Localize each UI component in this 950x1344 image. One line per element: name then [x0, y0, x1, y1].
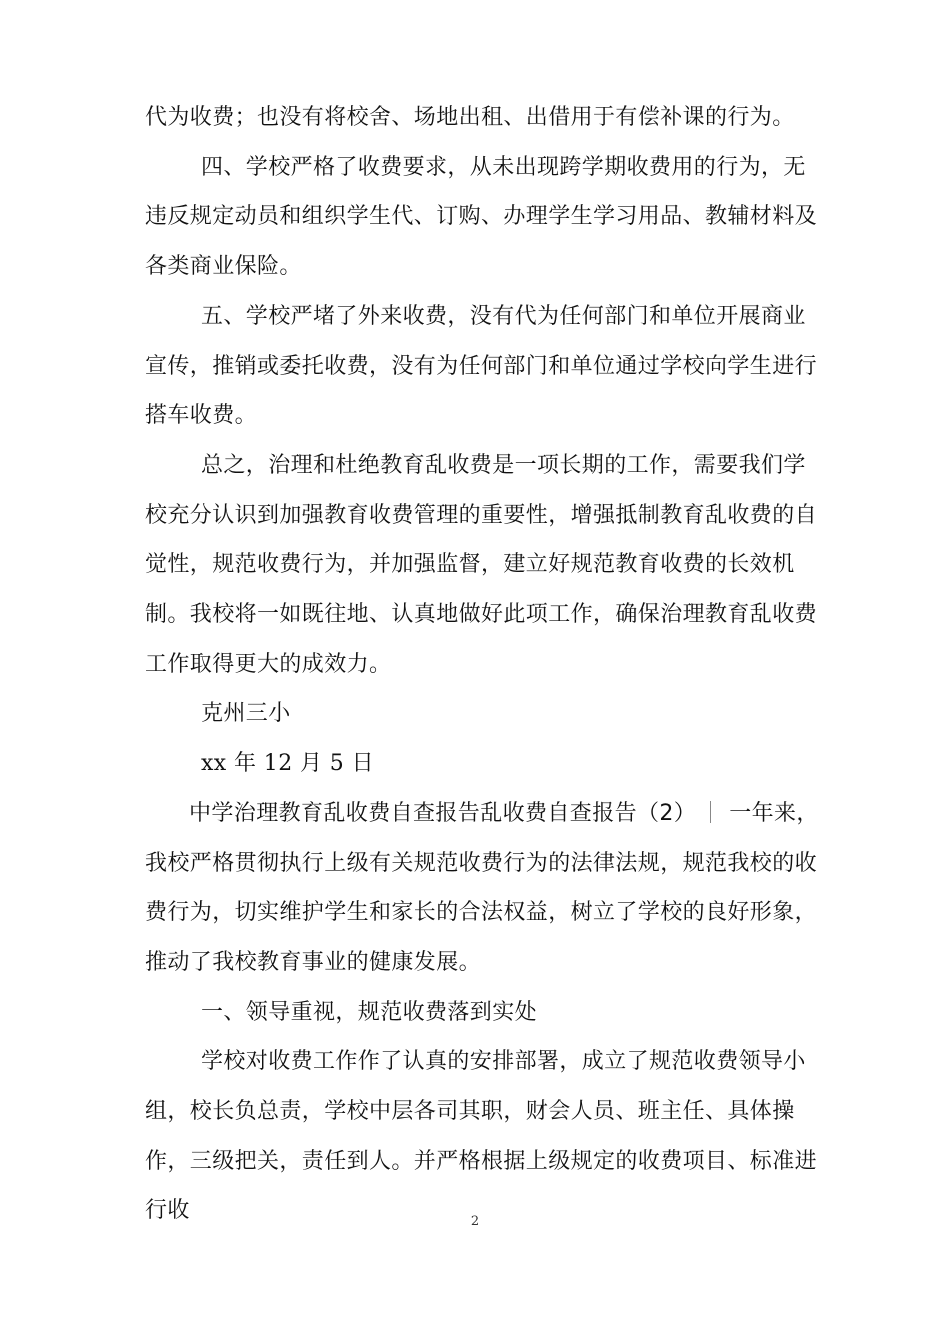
paragraph-continuation: 代为收费；也没有将校舍、场地出租、出借用于有偿补课的行为。 — [145, 105, 795, 130]
section2-intro: 一年来，我校严格贯彻执行上级有关规范收费行为的法律法规，规范我校的收费行为，切实维护学生和家长的合法权益，树立了学校的良好形象，推动了我校教育事业的健康发展。 — [145, 800, 819, 975]
section2-intro-paragraph — [145, 789, 825, 988]
paragraph-item-four: 四、学校严格了收费要求，从未出现跨学期收费用的行为，无违反规定动员和组织学生代、订购、办理学生学习用品、教辅材料及各类商业保险。 — [145, 154, 818, 280]
page-number: 2 — [470, 1214, 480, 1229]
section2-body-one: 学校对收费工作作了认真的安排部署，成立了规范收费领导小组，校长负总责，学校中层各司其职，财会人员、班主任、具体操作，三级把关，责任到人。并严格根据上级规定的收费项目、标准进行收 — [145, 1049, 818, 1224]
signature-school: 克州三小 — [201, 701, 291, 727]
section2-heading-one: 一、领导重视，规范收费落到实处 — [201, 999, 538, 1025]
separator-bar — [710, 801, 711, 823]
document-body — [145, 93, 825, 1236]
paragraph-item-five: 五、学校严堵了外来收费，没有代为任何部门和单位开展商业宣传，推销或委托收费，没有为任何部门和单位通过学校向学生进行搭车收费。 — [145, 303, 818, 429]
signature-date: xx 年 12 月 5 日 — [201, 751, 374, 777]
section2-title: 中学治理教育乱收费自查报告乱收费自查报告（2） — [189, 800, 697, 826]
paragraph-conclusion: 总之，治理和杜绝教育乱收费是一项长期的工作，需要我们学校充分认识到加强教育收费管理的重要性，增强抵制教育乱收费的自觉性，规范收费行为，并加强监督，建立好规范教育收费的长效机制。我校将一如既往地、认真地做好此项工作，确保治理教育乱收费工作取得更大的成效力。 — [145, 452, 818, 677]
